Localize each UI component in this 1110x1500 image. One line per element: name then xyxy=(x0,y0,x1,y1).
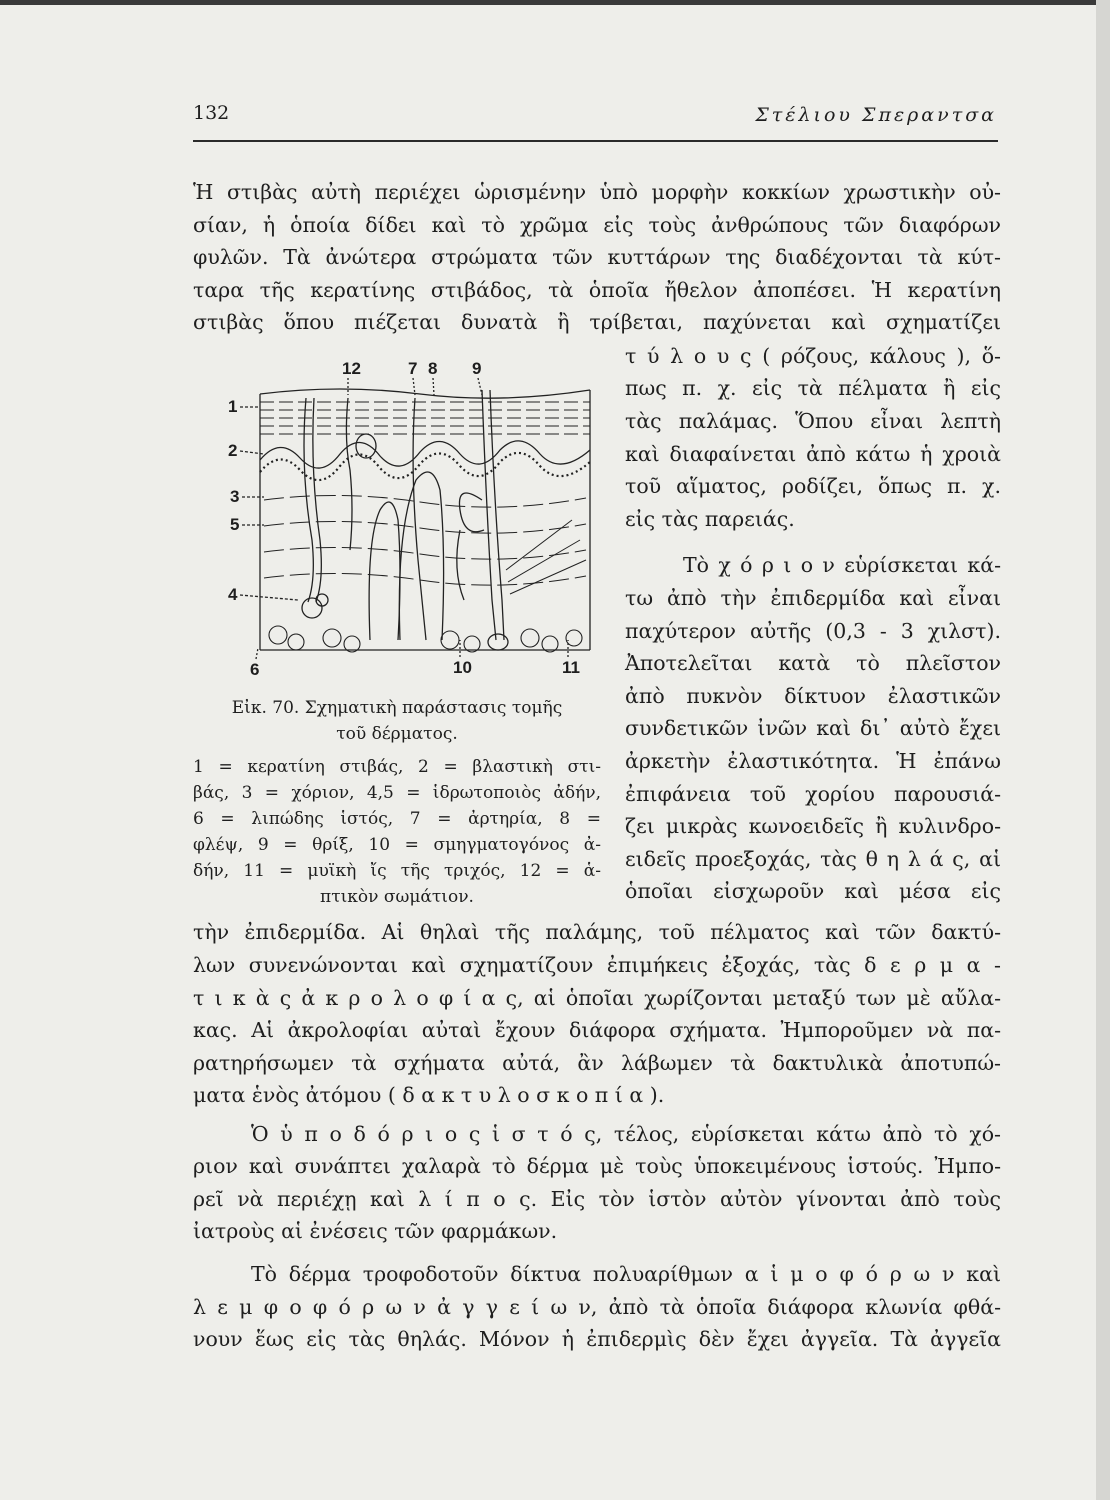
figure-caption-line: πτικὸν σωμάτιον. xyxy=(320,887,474,907)
text-line: τοῦ αἵματος, ροδίζει, ὅπως π. χ. xyxy=(625,474,1001,498)
text-line: συνδετικῶν ἰνῶν καὶ δι᾽ αὐτὸ ἔχει xyxy=(625,716,1001,740)
text-line: κας. Αἱ ἀκρολοφίαι αὐταὶ ἔχουν διάφορα σχήματα. Ἠμποροῦμεν νὰ πα- xyxy=(193,1018,1001,1042)
text-line: πως π. χ. εἰς τὰ πέλματα ἢ εἰς xyxy=(625,376,1001,400)
text-line: λων συνενώνονται καὶ σχηματίζουν ἐπιμήκεις ἐξοχάς, τὰς δ ε ρ μ α - xyxy=(193,953,1001,977)
text-line: τ ύ λ ο υ ς ( ρόζους, κάλους ), ὅ- xyxy=(625,344,1001,368)
text-line: καὶ διαφαίνεται ἀπὸ κάτω ἡ χροιὰ xyxy=(625,442,1001,466)
text-line: ταρα τῆς κερατίνης στιβάδος, τὰ ὁποῖα ἤθελον ἀποπέσει. Ἡ κερατίνη xyxy=(193,278,1001,302)
text-line: ριον καὶ συνάπτει χαλαρὰ τὸ δέρμα μὲ τοὺς ὑποκειμένους ἱστούς. Ἠμπο- xyxy=(193,1154,1001,1178)
text-line: νουν ἕως εἰς τὰς θηλάς. Μόνον ἡ ἐπιδερμὶς δὲν ἔχει ἀγγεῖα. Τὰ ἀγγεῖα xyxy=(193,1327,1001,1351)
text-line: Ἡ στιβὰς αὐτὴ περιέχει ὡρισμένην ὑπὸ μορφὴν κοκκίων χρωστικὴν οὐ- xyxy=(193,180,1001,204)
figure-label-4: 4 xyxy=(228,585,238,604)
figure-label-12: 12 xyxy=(342,359,361,378)
figure-caption-title: Εἰκ. 70. Σχηματικὴ παράστασις τομῆς xyxy=(231,698,563,718)
text-line: λ ε μ φ ο φ ό ρ ω ν ἀ γ γ ε ί ω ν, ἀπὸ τὰ ὁποῖα διάφορα κλωνία φθά- xyxy=(193,1295,1001,1319)
text-line: ὁποῖαι εἰσχωροῦν καὶ μέσα εἰς xyxy=(625,879,1001,903)
text-line: Τὸ δέρμα τροφοδοτοῦν δίκτυα πολυαρίθμων α ἱ μ ο φ ό ρ ω ν καὶ xyxy=(251,1262,1001,1286)
page-header xyxy=(193,102,1003,132)
text-line: ἀρκετὴν ἐλαστικότητα. Ἡ ἐπάνω xyxy=(625,749,1001,773)
figure-label-10: 10 xyxy=(453,658,472,677)
text-line: φυλῶν. Τὰ ἀνώτερα στρώματα τῶν κυττάρων της διαδέχονται τὰ κύτ- xyxy=(193,245,1001,269)
text-line: τω ἀπὸ τὴν ἐπιδερμίδα καὶ εἶναι xyxy=(625,586,1001,610)
text-line: παχύτερον αὐτῆς (0,3 - 3 χιλστ). xyxy=(625,619,1001,643)
text-line: τ ι κ ὰ ς ἀ κ ρ ο λ ο φ ί α ς, αἱ ὁποῖαι χωρίζονται μεταξύ των μὲ αὔλα- xyxy=(193,986,1001,1010)
figure-caption-title: τοῦ δέρματος. xyxy=(336,724,458,744)
text-line: ἀπὸ πυκνὸν δίκτυον ἐλαστικῶν xyxy=(625,684,1001,708)
figure-caption-line: 6 = λιπώδης ἱστός, 7 = ἀρτηρία, 8 = xyxy=(193,809,601,829)
text-line: ειδεῖς προεξοχάς, τὰς θ η λ ά ς, αἱ xyxy=(625,847,1001,871)
figure-label-3: 3 xyxy=(230,487,240,506)
figure-caption-line: δήν, 11 = μυϊκὴ ἴς τῆς τριχός, 12 = ἁ- xyxy=(193,861,601,881)
figure-label-11: 11 xyxy=(562,658,580,677)
text-line: τὴν ἐπιδερμίδα. Αἱ θηλαὶ τῆς παλάμης, τοῦ πέλματος καὶ τῶν δακτύ- xyxy=(193,920,1001,944)
figure-label-9: 9 xyxy=(472,359,482,378)
page-number: 132 xyxy=(193,102,230,124)
figure-label-1: 1 xyxy=(228,397,238,416)
running-head: Στέλιου Σπεραντσα xyxy=(755,104,997,126)
figure-label-8: 8 xyxy=(428,359,438,378)
figure-caption-line: βάς, 3 = χόριον, 4,5 = ἱδρωτοποιὸς ἀδήν, xyxy=(193,783,601,803)
text-line: στιβὰς ὅπου πιέζεται δυνατὰ ἢ τρίβεται, παχύνεται καὶ σχηματίζει xyxy=(193,310,1001,334)
scan-right-edge xyxy=(1096,0,1110,1500)
header-rule xyxy=(193,140,998,142)
figure-label-6: 6 xyxy=(250,660,260,679)
text-line: ματα ἑνὸς ἀτόμου ( δ α κ τ υ λ ο σ κ ο π ί α ). xyxy=(193,1083,665,1107)
figure-caption-line: φλέψ, 9 = θρίξ, 10 = σμηγματογόνος ἀ- xyxy=(193,835,601,855)
text-line: ζει μικρὰς κωνοειδεῖς ἢ κυλινδρο- xyxy=(625,814,1001,838)
text-line: ἰατροὺς αἱ ἐνέσεις τῶν φαρμάκων. xyxy=(193,1219,558,1243)
text-line: Ὁ ὑ π ο δ ό ρ ι ο ς ἱ σ τ ό ς, τέλος, εὑρίσκεται κάτω ἀπὸ τὸ χό- xyxy=(251,1122,1001,1146)
figure-caption-line: 1 = κερατίνη στιβάς, 2 = βλαστικὴ στι- xyxy=(193,757,601,777)
text-line: Ἀποτελεῖται κατὰ τὸ πλεῖστον xyxy=(625,651,1001,675)
text-line: τὰς παλάμας. Ὅπου εἶναι λεπτὴ xyxy=(625,409,1001,433)
figure-label-5: 5 xyxy=(230,515,240,534)
skin-section-figure xyxy=(220,350,604,680)
text-line: ρεῖ νὰ περιέχῃ καὶ λ ί π ο ς. Εἰς τὸν ἱστὸν αὐτὸν γίνονται ἀπὸ τοὺς xyxy=(193,1187,1001,1211)
text-line: Τὸ χ ό ρ ι ο ν εὑρίσκεται κά- xyxy=(683,553,1001,577)
text-line: σίαν, ἡ ὁποία δίδει καὶ τὸ χρῶμα εἰς τοὺς ἀνθρώπους τῶν διαφόρων xyxy=(193,213,1001,237)
figure-label-7: 7 xyxy=(408,359,418,378)
figure-label-2: 2 xyxy=(228,441,238,460)
text-line: εἰς τὰς παρειάς. xyxy=(625,507,795,531)
text-line: ἐπιφάνεια τοῦ χορίου παρουσιά- xyxy=(625,782,1001,806)
text-line: ρατηρήσωμεν τὰ σχήματα αὐτά, ἂν λάβωμεν τὰ δακτυλικὰ ἀποτυπώ- xyxy=(193,1051,1001,1075)
